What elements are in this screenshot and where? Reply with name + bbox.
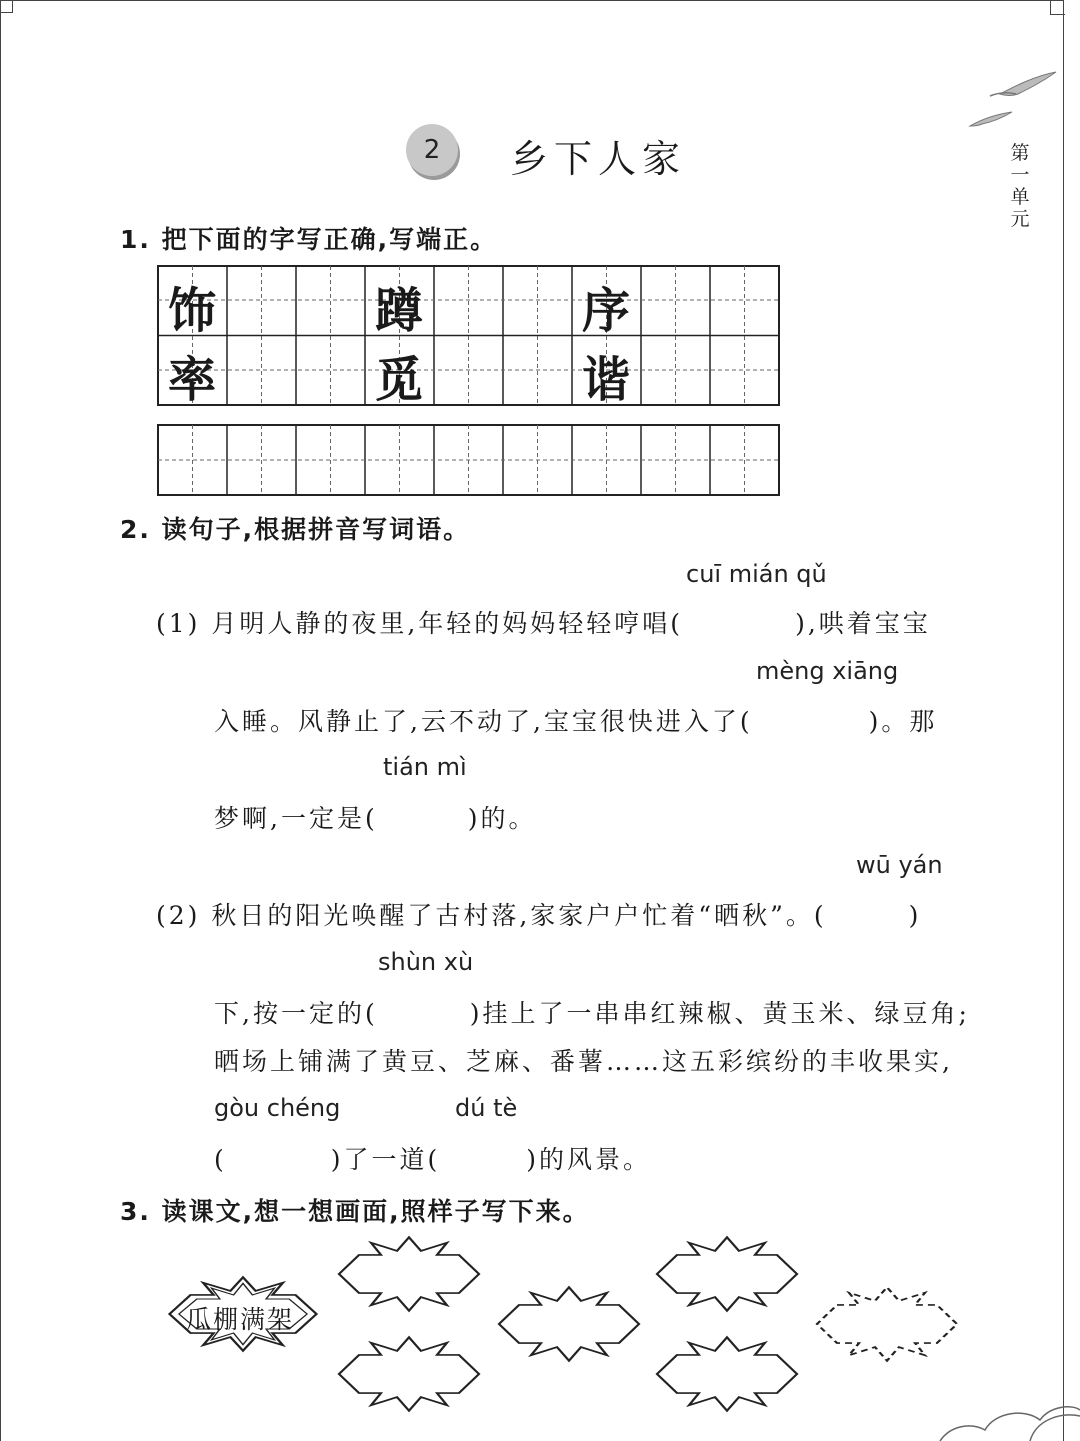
answer-star-badge[interactable] [339,1237,479,1310]
sentence-text: (2) 秋日的阳光唤醒了古村落,家家户户忙着“晒秋”。( [156,901,827,930]
example-star-label: 瓜棚满架 [186,1305,295,1334]
sentence-text: )的风景。 [526,1145,652,1174]
question-1-title: 1. 把下面的字写正确,写端正。 [120,225,498,254]
sentence-text: ),哄着宝宝 [795,609,931,638]
pinyin-hint: dú tè [455,1094,518,1122]
pinyin-hint: wū yán [856,851,943,879]
grid-char: 蹲 [375,283,424,339]
pinyin-hint: tián mì [383,753,467,781]
sentence-text: 梦啊,一定是( [214,804,378,833]
sentence-text: (1) 月明人静的夜里,年轻的妈妈轻轻哼唱( [156,609,684,638]
sentence-text: 入睡。风静止了,云不动了,宝宝很快进入了( [214,707,753,736]
answer-star-badge[interactable] [657,1337,797,1410]
answer-star-badge[interactable] [657,1237,797,1310]
sentence-text: ) [908,901,922,930]
dashed-star-badge[interactable] [817,1287,957,1360]
question-3-title: 3. 读课文,想一想画面,照样子写下来。 [120,1197,590,1226]
pinyin-hint: mèng xiāng [756,657,899,685]
grid-char: 率 [168,352,217,408]
sentence-line: 晒场上铺满了黄豆、芝麻、番薯……这五彩缤纷的丰收果实, [214,1047,953,1076]
side-unit-char: 元 [1010,208,1030,230]
sentence-text: )。那 [868,707,938,736]
pinyin-hint: gòu chéng [214,1094,341,1122]
sentence-text: 下,按一定的( [214,999,378,1028]
grid-char: 觅 [375,352,424,408]
lesson-title: 乡下人家 [510,137,687,181]
lesson-number-badge: 2 [406,124,458,176]
sentence-text: )的。 [467,804,537,833]
grid-char: 序 [582,283,631,339]
grid-char: 谐 [582,352,631,408]
sentence-text: )了一道( [330,1145,441,1174]
side-unit-char: 第 [1010,142,1030,164]
sentence-text: ( [214,1145,227,1174]
pinyin-hint: cuī mián qǔ [686,560,827,588]
grid-char: 饰 [168,283,217,339]
sentence-text: )挂上了一串串红辣椒、黄玉米、绿豆角; [469,999,970,1028]
pinyin-hint: shùn xù [378,948,474,976]
question-2-title: 2. 读句子,根据拼音写词语。 [120,515,471,544]
cloud-decoration-icon [940,1407,1080,1441]
side-unit-char: 单 [1010,186,1030,208]
side-unit-char: 一 [1010,164,1030,186]
answer-star-badge[interactable] [339,1337,479,1410]
answer-star-badge[interactable] [499,1287,639,1360]
